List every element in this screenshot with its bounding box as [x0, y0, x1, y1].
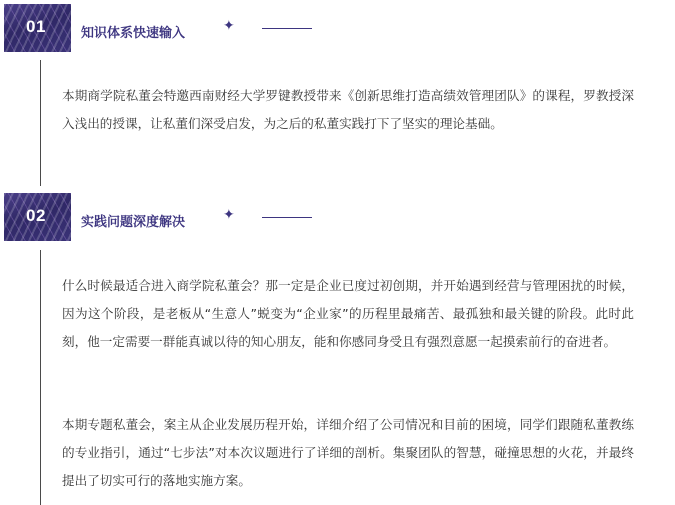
- section-02-paragraph-2: 本期专题私董会，案主从企业发展历程开始，详细介绍了公司情况和目前的困境，同学们跟随私董教练的专业指引，通过“七步法”对本次议题进行了详细的剖析。集聚团队的智慧，碰撞思想的火花，并最终提出了切实可行的落地实施方案。: [62, 417, 634, 488]
- section-01-vertical-line: [40, 60, 41, 186]
- section-01-paragraph: 本期商学院私董会特邀西南财经大学罗键教授带来《创新思维打造高绩效管理团队》的课程，罗教授深入浅出的授课，让私董们深受启发，为之后的私董实践打下了坚实的理论基础。: [62, 88, 634, 131]
- section-title: 知识体系快速输入: [81, 26, 186, 41]
- header-divider: [262, 217, 312, 218]
- four-point-star-icon: ✦: [223, 18, 235, 34]
- section-01-header: [0, 4, 330, 52]
- section-number-badge: [4, 4, 71, 52]
- section-number: 02: [26, 206, 46, 225]
- section-number-badge: [4, 193, 71, 241]
- section-title: 实践问题深度解决: [81, 215, 186, 230]
- section-02-header: [0, 193, 330, 241]
- section-02-vertical-line: [40, 250, 41, 505]
- four-point-star-icon: ✦: [223, 207, 235, 223]
- section-02-paragraph-1: 什么时候最适合进入商学院私董会？那一定是企业已度过初创期，并开始遇到经营与管理困扰的时候，因为这个阶段，是老板从“生意人”蜕变为“企业家”的历程里最痛苦、最孤独和最关键的阶段。此时此刻，他一定需要一群能真诚以待的知心朋友，能和你感同身受且有强烈意愿一起摸索前行的奋进者。: [62, 278, 634, 349]
- section-number: 01: [26, 17, 46, 36]
- header-divider: [262, 28, 312, 29]
